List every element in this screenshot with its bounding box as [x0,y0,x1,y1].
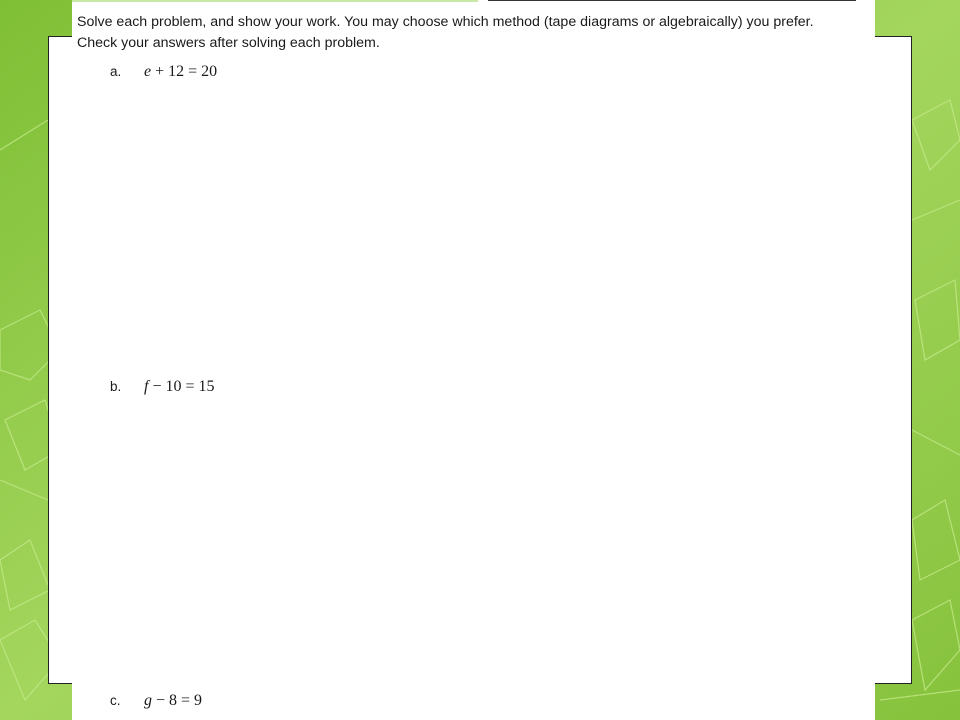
instructions-text [77,12,877,54]
equation-rest: − 10 = 15 [148,378,215,395]
instructions-line-1: Solve each problem, and show your work. You may choose which method (tape diagrams or algebraically) you prefer. [77,14,814,30]
problem-equation [144,63,217,80]
equation-variable: f [144,378,149,395]
instructions-line-2: Check your answers after solving each problem. [77,35,380,51]
problem-a [110,63,217,81]
equation-variable: g [144,692,152,709]
equation-variable: e [144,63,152,80]
equation-rest: − 8 = 9 [152,692,203,709]
equation-rest: + 12 = 20 [151,63,218,80]
worksheet-page [72,0,875,720]
problem-equation [144,692,202,709]
problem-label: a. [110,64,122,79]
page-top-edge [72,0,478,2]
problem-label: c. [110,693,121,708]
page-top-rule [488,0,856,1]
problem-equation [144,378,215,395]
problem-label: b. [110,379,122,394]
problem-c [110,692,202,710]
problem-b [110,378,215,396]
